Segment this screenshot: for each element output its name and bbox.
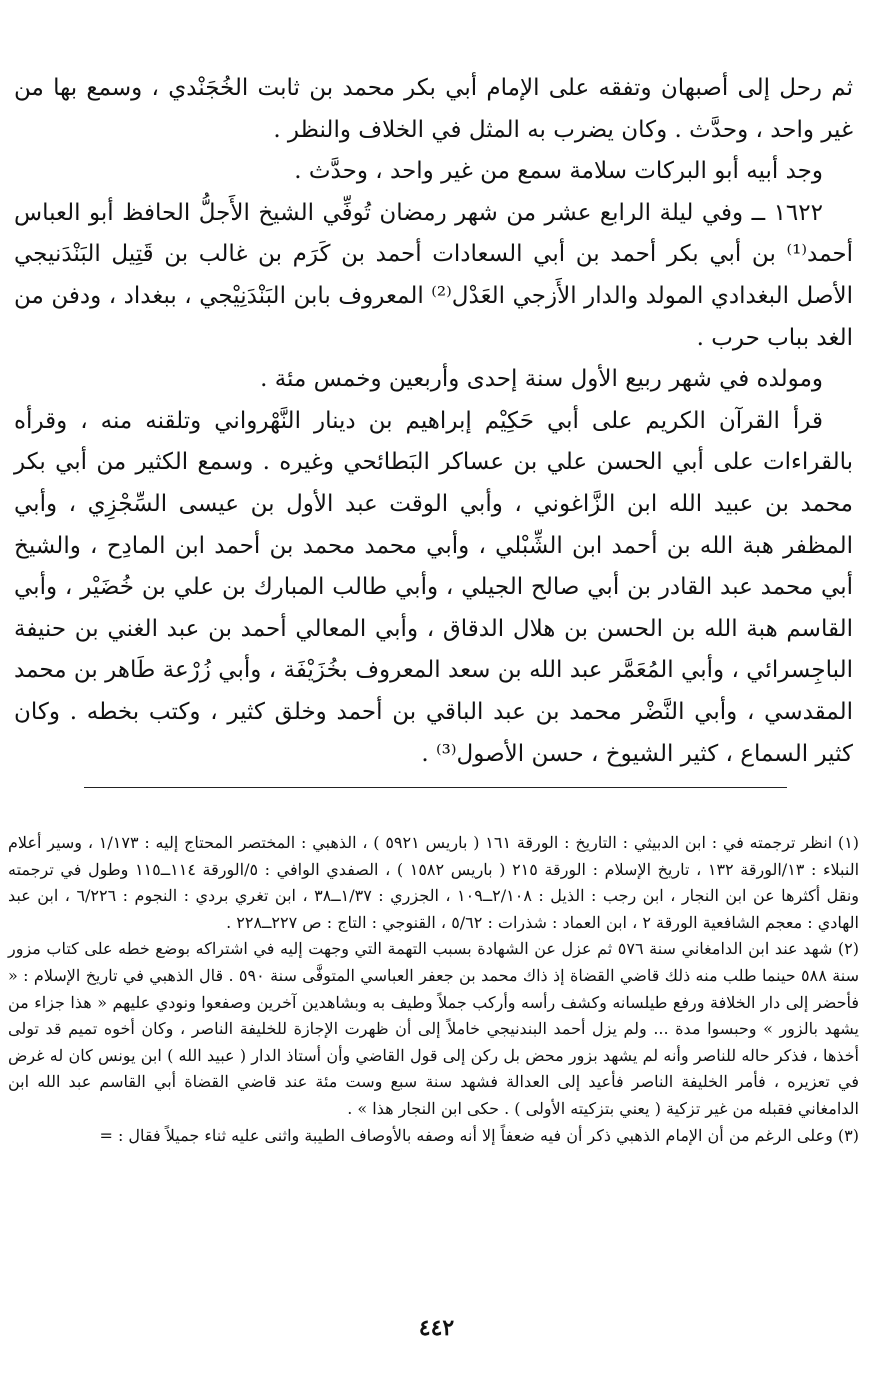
main-text-block [14, 68, 853, 775]
footnote-3: (٣) وعلى الرغم من أن الإمام الذهبي ذكر أن فيه ضعفاً إلا أنه وصفه بالأوصاف الطيبة واثنى عليه ثناء جميلاً فقال : = [99, 1125, 859, 1145]
paragraph-1: ثم رحل إلى أصبهان وتفقه على الإمام أبي بكر محمد بن ثابت الخُجَنْدي ، وسمع بها من غير واحد ، وحدَّث . وكان يضرب به المثل في الخلاف والنظر . [14, 75, 853, 143]
footnote-separator [84, 787, 787, 788]
footnote-1: (١) انظر ترجمته في : ابن الدبيثي : التاريخ : الورقة ١٦١ ( باريس ٥٩٢١ ) ، الذهبي : المختصر المحتاج إليه : ١/١٧٣ ، وسير أعلام النبلاء : ١٣/الورقة ١٣٢ ، تاريخ الإسلام : الورقة ٢١٥ ( باريس ١٥٨٢ ) ، الصفدي الوافي : ٥/الورقة ١١٤ــ١١٥ وطول في ترجمته ونقل أكثرها عن ابن النجار ، ابن رجب : الذيل : ٢/١٠٨ــ١٠٩ ، الجزري : ١/٣٧ــ٣٨ ، ابن تغري بردي : النجوم : ٦/٢٢٦ ، ابن عبد الهادي : معجم الشافعية الورقة ٢ ، ابن العماد : شذرات : ٥/٦٢ ، القنوجي : التاج : ص ٢٢٧ــ٢٢٨ . [8, 833, 860, 932]
entry-1622: ١٦٢٢ ــ وفي ليلة الرابع عشر من شهر رمضان تُوفِّي الشيخ الأَجلُّ الحافظ أبو العباس أحمد⁽¹⁾ بن أبي بكر أحمد بن أبي السعادات أحمد بن كَرَم بن غالب بن قَتِيل البَنْدَنيجي الأصل البغدادي المولد والدار الأَزجي العَدْل⁽²⁾ المعروف بابن البَنْدَنِيْجي ، ببغداد ، ودفن من الغد بباب حرب . [14, 199, 853, 351]
page-number: ٤٤٢ [418, 1315, 455, 1341]
paragraph-teachers: قرأ القرآن الكريم على أبي حَكِيْم إبراهيم بن دينار النَّهْرواني وتلقنه منه ، وقرأه بالقراءات على أبي الحسن علي بن عساكر البَطائحي وغيره . وسمع الكثير من أبي بكر محمد بن عبيد الله ابن الزَّاغوني ، وأبي الوقت عبد الأول بن عيسى السِّجْزِي ، وأبي المظفر هبة الله بن أحمد ابن الشِّبْلي ، وأبي محمد محمد بن أحمد ابن المادِح ، والشيخ أبي محمد عبد القادر بن أبي صالح الجيلي ، وأبي طالب المبارك بن علي بن خُضَيْر ، وأبي القاسم هبة الله بن الحسن بن هلال الدقاق ، وأبي المعالي أحمد بن عبد الغني بن حنيفة الباجِسرائي ، وأبي المُعَمَّر عبد الله بن سعد المعروف بخُزَيْفَة ، وأبي زُرْعة طَاهر بن محمد المقدسي ، وأبي النَّضْر محمد بن عبد الباقي بن أحمد وخلق كثير ، وكتب بخطه . وكان كثير السماع ، كثير الشيوخ ، حسن الأصول⁽³⁾ . [14, 407, 853, 767]
paragraph-birth: ومولده في شهر ربيع الأول سنة إحدى وأربعين وخمس مئة . [260, 366, 823, 393]
paragraph-2: وجد أبيه أبو البركات سلامة سمع من غير واحد ، وحدَّث . [294, 158, 823, 185]
footnote-2: (٢) شهد عند ابن الدامغاني سنة ٥٧٦ ثم عزل عن الشهادة بسبب التهمة التي وجهت إليه في اشتراكه بوضع خطه على كتاب مزور سنة ٥٨٨ حينما طلب منه ذلك قاضي القضاة إذ ذاك محمد بن جعفر العباسي المتوفَّى سنة ٥٩٠ . قال الذهبي في تاريخ الإسلام : « فأحضر إلى دار الخلافة ورفع طيلسانه وكشف رأسه وأركب جملاً وطيف به وبشاهدين آخرين وصفعوا ونودي عليهم « هذا جزاء من يشهد بالزور » وحبسوا مدة ... ولم يزل أحمد البندنيجي خاملاً إلى أن ظهرت الإجازة للخليفة الناصر ، وكان أخوه تميم قد تولى أخذها ، فذكر حاله للناصر وأنه لم يشهد بزور محض بل ركن إلى قول القاضي وأن أستاذ الدار ( عبيد الله ) ابن يونس كان له غرض في تعزيره ، فأمر الخليفة الناصر فأعيد إلى العدالة فشهد سنة سبع وست مئة عند قاضي القضاة أبي القاسم عبد الله ابن الدامغاني فقبله من غير تزكية ( يعني بتزكيته الأولى ) . حكى ابن النجار هذا » . [8, 939, 860, 1118]
footnotes-block [8, 830, 859, 1149]
